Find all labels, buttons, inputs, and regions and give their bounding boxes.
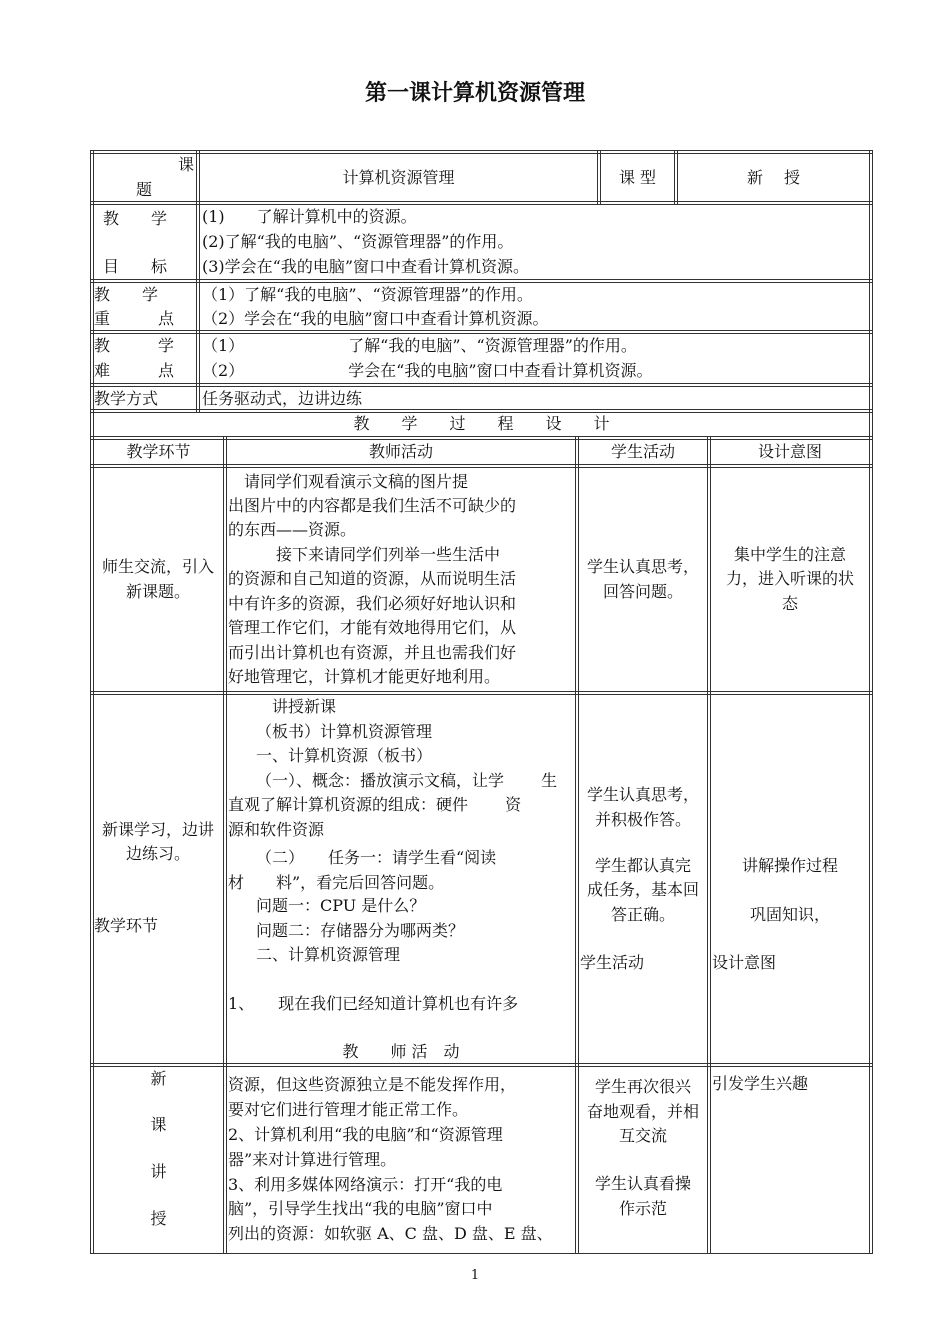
intent-text: 巩固知识， xyxy=(749,905,830,924)
goal-label: 教 学 xyxy=(103,209,168,228)
student-text: 答正确。 xyxy=(610,905,675,924)
teacher-line: 脑”，引导学生找出“我的电脑”窗口中 xyxy=(228,1199,493,1218)
teacher-line: 好地管理它，计算机才能更好地利用。 xyxy=(228,667,501,686)
column-header: 教学环节 xyxy=(126,442,191,461)
teacher-line: 列出的资源：如软驱 A、C 盘、D 盘、E 盘、 xyxy=(228,1224,553,1243)
key-item: （2）学会在“我的电脑”窗口中查看计算机资源。 xyxy=(202,309,549,328)
student-text: 作示范 xyxy=(618,1199,667,1218)
teacher-line: 源和软件资源 xyxy=(228,820,325,839)
student-text: 学生再次很兴 xyxy=(594,1077,691,1096)
teacher-line: 的东西——资源。 xyxy=(228,520,357,539)
student-text: 奋地观看，并相 xyxy=(586,1102,699,1121)
stage-text: 授 xyxy=(150,1209,167,1228)
stage-text: 课 xyxy=(150,1115,167,1134)
intent-text: 力，进入听课的状 xyxy=(725,569,854,588)
student-text: 学生认真思考， xyxy=(586,785,699,804)
student-text: 并积极作答。 xyxy=(594,810,691,829)
key-label-2: 重 点 xyxy=(94,309,175,328)
stage-text: 新课题。 xyxy=(125,582,190,601)
teacher-line: 讲授新课 xyxy=(256,697,337,716)
teacher-line: 请同学们观看演示文稿的图片提 xyxy=(228,472,469,491)
goal-item: (2)了解“我的电脑”、“资源管理器”的作用。 xyxy=(202,232,514,251)
goal-item: (1) 了解计算机中的资源。 xyxy=(202,207,417,226)
teacher-line: 的资源和自己知道的资源，从而说明生活 xyxy=(228,569,517,588)
goal-label-2: 目 标 xyxy=(103,257,168,276)
teacher-line: （二） 任务一：请学生看“阅读 xyxy=(256,848,497,867)
difficulty-label: 教 学 xyxy=(94,336,175,355)
stage-text: 教学环节 xyxy=(94,916,159,935)
teacher-line: （一）、概念：播放演示文稿，让学 生 xyxy=(256,771,558,790)
teacher-line: 资源，但这些资源独立是不能发挥作用， xyxy=(228,1075,517,1094)
teacher-line: 直观了解计算机资源的组成：硬件 资 xyxy=(228,795,522,814)
difficulty-item: （2） 学会在“我的电脑”窗口中查看计算机资源。 xyxy=(202,361,653,380)
teacher-line: 问题二：存储器分为哪两类？ xyxy=(256,921,465,940)
topic-label: 课 xyxy=(178,155,195,174)
student-text: 成任务，基本回 xyxy=(586,880,699,899)
page-title: 第一课计算机资源管理 xyxy=(364,81,585,106)
teacher-line: 而引出计算机也有资源，并且也需我们好 xyxy=(228,643,517,662)
intent-text: 设计意图 xyxy=(712,953,777,972)
teacher-line: 材 料”，看完后回答问题。 xyxy=(228,873,445,892)
type-value: 新 授 xyxy=(746,168,801,187)
teacher-line: 二、计算机资源管理 xyxy=(256,945,401,964)
teacher-line: 2、计算机利用“我的电脑”和“资源管理 xyxy=(228,1125,503,1144)
student-text: 互交流 xyxy=(618,1126,667,1145)
stage-text: 师生交流，引入 xyxy=(101,557,214,576)
teacher-line: 接下来请同学们列举一些生活中 xyxy=(228,545,501,564)
teacher-line: 要对它们进行管理才能正常工作。 xyxy=(228,1100,469,1119)
key-item: （1）了解“我的电脑”、“资源管理器”的作用。 xyxy=(202,285,533,304)
difficulty-item: （1） 了解“我的电脑”、“资源管理器”的作用。 xyxy=(202,336,637,355)
teacher-line: 一、计算机资源（板书） xyxy=(256,746,433,765)
topic-value: 计算机资源管理 xyxy=(342,168,455,187)
student-text: 学生认真看操 xyxy=(594,1174,691,1193)
student-text: 学生活动 xyxy=(580,953,645,972)
stage-text: 讲 xyxy=(150,1162,167,1181)
process-heading: 教 学 过 程 设 计 xyxy=(353,414,610,433)
student-text: 学生认真思考， xyxy=(586,557,699,576)
stage-text: 新课学习，边讲 xyxy=(101,820,214,839)
page-number: 1 xyxy=(470,1268,480,1283)
column-header: 学生活动 xyxy=(610,442,675,461)
column-header: 教师活动 xyxy=(368,442,433,461)
student-text: 回答问题。 xyxy=(602,582,683,601)
intent-text: 态 xyxy=(781,594,798,613)
teacher-line: （板书）计算机资源管理 xyxy=(256,722,433,741)
intent-text: 引发学生兴趣 xyxy=(712,1074,809,1093)
teacher-line: 教 师 活 动 xyxy=(342,1042,460,1061)
intent-text: 讲解操作过程 xyxy=(741,856,838,875)
method-value: 任务驱动式，边讲边练 xyxy=(202,389,363,408)
teacher-line: 3、利用多媒体网络演示：打开“我的电 xyxy=(228,1175,503,1194)
teacher-line: 出图片中的内容都是我们生活不可缺少的 xyxy=(228,496,517,515)
student-text: 学生都认真完 xyxy=(594,856,691,875)
teacher-line: 管理工作它们，才能有效地得用它们，从 xyxy=(228,618,517,637)
stage-text: 新 xyxy=(150,1069,167,1088)
column-header: 设计意图 xyxy=(757,442,822,461)
method-label: 教学方式 xyxy=(94,389,159,408)
stage-text: 边练习。 xyxy=(125,844,190,863)
teacher-line: 1、 现在我们已经知道计算机也有许多 xyxy=(228,994,519,1013)
key-label: 教 学 xyxy=(94,285,159,304)
teacher-line: 问题一：CPU 是什么？ xyxy=(256,896,426,915)
teacher-line: 器”来对计算进行管理。 xyxy=(228,1150,397,1169)
type-label: 课 型 xyxy=(618,168,657,187)
teacher-line: 中有许多的资源，我们必须好好地认识和 xyxy=(228,594,517,613)
goal-item: (3)学会在“我的电脑”窗口中查看计算机资源。 xyxy=(202,257,530,276)
intent-text: 集中学生的注意 xyxy=(733,545,846,564)
topic-label-2: 题 xyxy=(136,180,153,199)
difficulty-label-2: 难 点 xyxy=(94,361,175,380)
